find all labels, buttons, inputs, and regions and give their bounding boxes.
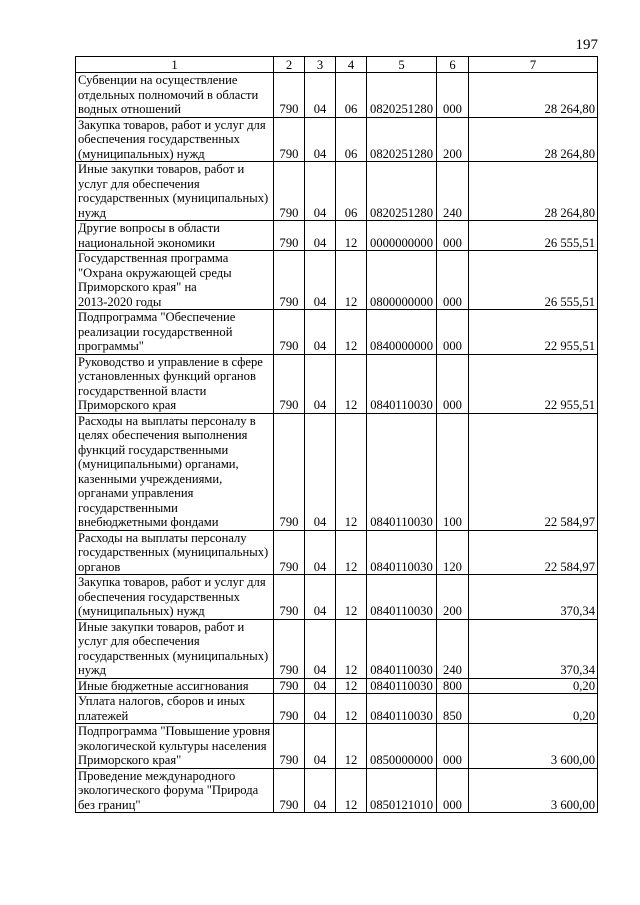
cell-code-col3: 04 xyxy=(305,694,336,724)
cell-code-col5: 0820251280 xyxy=(367,162,437,221)
cell-code-col3: 04 xyxy=(305,530,336,575)
cell-code-col2: 790 xyxy=(274,768,305,813)
cell-code-col6: 200 xyxy=(437,117,469,162)
cell-description: Проведение международного экологического форума "Природа без границ" xyxy=(76,768,274,813)
cell-code-col5: 0000000000 xyxy=(367,221,437,251)
cell-code-col6: 000 xyxy=(437,354,469,413)
cell-description: Подпрограмма "Обеспечение реализации государственной программы" xyxy=(76,310,274,355)
cell-description: Закупка товаров, работ и услуг для обеспечения государственных (муниципальных) нужд xyxy=(76,117,274,162)
cell-description: Субвенции на осуществление отдельных полномочий в области водных отношений xyxy=(76,73,274,118)
cell-description: Государственная программа "Охрана окружающей среды Приморского края" на 2013-2020 годы xyxy=(76,251,274,310)
table-row xyxy=(76,678,598,694)
cell-code-col4: 06 xyxy=(336,73,367,118)
cell-code-col2: 790 xyxy=(274,162,305,221)
cell-amount: 22 584,97 xyxy=(469,413,598,530)
cell-code-col3: 04 xyxy=(305,575,336,620)
cell-code-col4: 12 xyxy=(336,530,367,575)
cell-code-col6: 100 xyxy=(437,413,469,530)
cell-code-col3: 04 xyxy=(305,251,336,310)
cell-amount: 0,20 xyxy=(469,678,598,694)
cell-amount: 22 955,51 xyxy=(469,310,598,355)
cell-amount: 26 555,51 xyxy=(469,221,598,251)
table-row xyxy=(76,575,598,620)
cell-code-col6: 240 xyxy=(437,619,469,678)
table-row xyxy=(76,413,598,530)
cell-amount: 370,34 xyxy=(469,575,598,620)
table-row xyxy=(76,162,598,221)
table-row xyxy=(76,117,598,162)
cell-code-col2: 790 xyxy=(274,694,305,724)
cell-code-col4: 12 xyxy=(336,619,367,678)
table-body xyxy=(76,73,598,813)
cell-description: Иные закупки товаров, работ и услуг для обеспечения государственных (муниципальных) нужд xyxy=(76,162,274,221)
table-row xyxy=(76,251,598,310)
cell-amount: 22 584,97 xyxy=(469,530,598,575)
cell-code-col4: 12 xyxy=(336,694,367,724)
cell-code-col5: 0820251280 xyxy=(367,73,437,118)
cell-code-col6: 800 xyxy=(437,678,469,694)
cell-code-col4: 12 xyxy=(336,310,367,355)
table-row xyxy=(76,694,598,724)
cell-code-col3: 04 xyxy=(305,310,336,355)
page-number: 197 xyxy=(575,37,598,53)
budget-table xyxy=(75,56,598,813)
table-row xyxy=(76,73,598,118)
cell-code-col6: 000 xyxy=(437,768,469,813)
cell-code-col4: 06 xyxy=(336,117,367,162)
cell-code-col6: 850 xyxy=(437,694,469,724)
table-row xyxy=(76,724,598,769)
cell-code-col2: 790 xyxy=(274,678,305,694)
cell-code-col6: 000 xyxy=(437,724,469,769)
cell-amount: 28 264,80 xyxy=(469,73,598,118)
header-col-6: 6 xyxy=(437,57,469,73)
table-row xyxy=(76,530,598,575)
cell-amount: 3 600,00 xyxy=(469,724,598,769)
header-col-7: 7 xyxy=(469,57,598,73)
cell-amount: 0,20 xyxy=(469,694,598,724)
cell-description: Подпрограмма "Повышение уровня экологической культуры населения Приморского края" xyxy=(76,724,274,769)
cell-code-col6: 000 xyxy=(437,73,469,118)
cell-description: Уплата налогов, сборов и иных платежей xyxy=(76,694,274,724)
cell-code-col6: 200 xyxy=(437,575,469,620)
cell-code-col6: 000 xyxy=(437,310,469,355)
cell-description: Расходы на выплаты персоналу в целях обеспечения выполнения функций государственными (муниципальными) органами, казенными учреждениями, органами управления государственными внебюджетными фондами xyxy=(76,413,274,530)
cell-code-col4: 12 xyxy=(336,678,367,694)
cell-code-col3: 04 xyxy=(305,678,336,694)
cell-code-col2: 790 xyxy=(274,221,305,251)
cell-code-col6: 120 xyxy=(437,530,469,575)
cell-code-col2: 790 xyxy=(274,117,305,162)
cell-code-col3: 04 xyxy=(305,73,336,118)
cell-code-col5: 0850000000 xyxy=(367,724,437,769)
cell-amount: 370,34 xyxy=(469,619,598,678)
cell-description: Иные закупки товаров, работ и услуг для обеспечения государственных (муниципальных) нужд xyxy=(76,619,274,678)
cell-code-col3: 04 xyxy=(305,724,336,769)
cell-code-col5: 0840110030 xyxy=(367,413,437,530)
cell-code-col3: 04 xyxy=(305,117,336,162)
cell-description: Расходы на выплаты персоналу государственных (муниципальных) органов xyxy=(76,530,274,575)
cell-code-col5: 0850121010 xyxy=(367,768,437,813)
cell-amount: 26 555,51 xyxy=(469,251,598,310)
table-row xyxy=(76,354,598,413)
cell-code-col3: 04 xyxy=(305,413,336,530)
table-row xyxy=(76,310,598,355)
cell-code-col5: 0840110030 xyxy=(367,678,437,694)
cell-code-col5: 0840000000 xyxy=(367,310,437,355)
cell-code-col5: 0840110030 xyxy=(367,694,437,724)
cell-code-col2: 790 xyxy=(274,413,305,530)
cell-code-col4: 12 xyxy=(336,413,367,530)
cell-amount: 28 264,80 xyxy=(469,162,598,221)
cell-code-col5: 0840110030 xyxy=(367,530,437,575)
cell-code-col4: 12 xyxy=(336,221,367,251)
cell-code-col4: 12 xyxy=(336,575,367,620)
cell-code-col4: 12 xyxy=(336,724,367,769)
header-col-3: 3 xyxy=(305,57,336,73)
cell-code-col5: 0840110030 xyxy=(367,575,437,620)
table-row xyxy=(76,619,598,678)
cell-code-col3: 04 xyxy=(305,162,336,221)
cell-code-col4: 12 xyxy=(336,768,367,813)
cell-code-col2: 790 xyxy=(274,310,305,355)
header-col-5: 5 xyxy=(367,57,437,73)
cell-code-col2: 790 xyxy=(274,354,305,413)
cell-code-col2: 790 xyxy=(274,575,305,620)
cell-code-col6: 000 xyxy=(437,251,469,310)
cell-code-col2: 790 xyxy=(274,530,305,575)
cell-code-col6: 240 xyxy=(437,162,469,221)
cell-code-col2: 790 xyxy=(274,73,305,118)
table-row xyxy=(76,221,598,251)
cell-code-col4: 12 xyxy=(336,354,367,413)
cell-code-col4: 06 xyxy=(336,162,367,221)
cell-code-col2: 790 xyxy=(274,251,305,310)
cell-code-col2: 790 xyxy=(274,619,305,678)
cell-description: Иные бюджетные ассигнования xyxy=(76,678,274,694)
cell-amount: 3 600,00 xyxy=(469,768,598,813)
cell-description: Закупка товаров, работ и услуг для обеспечения государственных (муниципальных) нужд xyxy=(76,575,274,620)
cell-amount: 22 955,51 xyxy=(469,354,598,413)
cell-description: Руководство и управление в сфере установленных функций органов государственной власти Приморского края xyxy=(76,354,274,413)
header-col-4: 4 xyxy=(336,57,367,73)
cell-code-col2: 790 xyxy=(274,724,305,769)
cell-code-col3: 04 xyxy=(305,354,336,413)
table-row xyxy=(76,768,598,813)
cell-code-col3: 04 xyxy=(305,768,336,813)
header-col-2: 2 xyxy=(274,57,305,73)
cell-code-col5: 0800000000 xyxy=(367,251,437,310)
header-row xyxy=(76,57,598,73)
cell-code-col4: 12 xyxy=(336,251,367,310)
cell-code-col3: 04 xyxy=(305,221,336,251)
cell-code-col5: 0820251280 xyxy=(367,117,437,162)
cell-code-col6: 000 xyxy=(437,221,469,251)
cell-code-col5: 0840110030 xyxy=(367,354,437,413)
cell-code-col5: 0840110030 xyxy=(367,619,437,678)
header-col-1: 1 xyxy=(76,57,274,73)
cell-amount: 28 264,80 xyxy=(469,117,598,162)
cell-description: Другие вопросы в области национальной экономики xyxy=(76,221,274,251)
cell-code-col3: 04 xyxy=(305,619,336,678)
